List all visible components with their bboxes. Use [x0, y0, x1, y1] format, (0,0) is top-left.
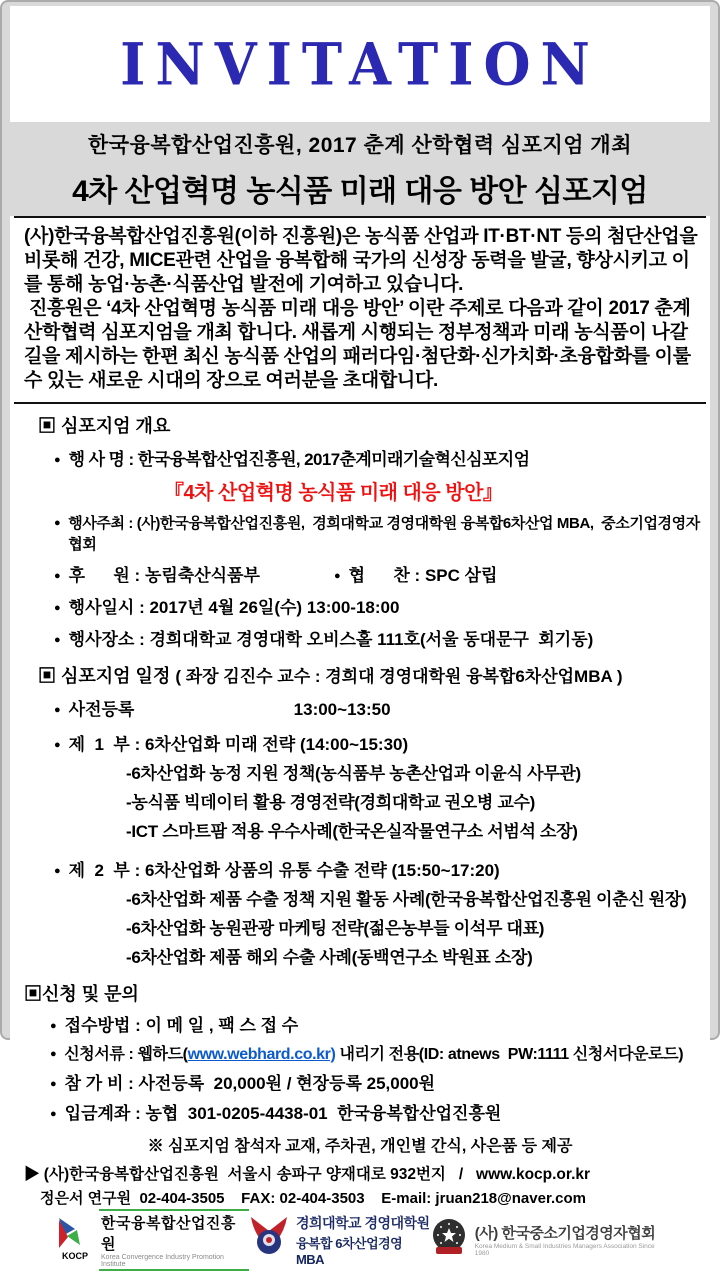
khu-logo	[249, 1213, 430, 1267]
apply-docs-prefix: ● 신청서류 : 웹하드(	[64, 1045, 188, 1063]
apply-docs-suffix: 내리기 전용(ID: atnews PW:1111 신청서다운로드)	[335, 1045, 684, 1063]
apply-fee-row	[50, 1069, 706, 1094]
overview-heading: ▣ 심포지엄 개요	[38, 415, 171, 436]
apply-method: ● 접수방법 : 이 메 일 , 팩 스 접 수	[64, 1015, 299, 1035]
session1-item: -농식품 빅데이터 활용 경영전략(경희대학교 권오병 교수)	[126, 792, 536, 812]
symposium-title: 4차 산업혁명 농식품 미래 대응 방안 심포지엄	[72, 174, 648, 208]
banner	[10, 6, 710, 122]
session2-item: -6차산업화 제품 해외 수출 사례(동백연구소 박원표 소장)	[126, 947, 533, 967]
khu-name-line1: 경희대학교 경영대학원	[295, 1214, 430, 1231]
kocp-logo-icon	[58, 1218, 92, 1261]
smb-logo-text	[475, 1222, 666, 1257]
khu-name-line2: 융복합 6차산업경영 MBA	[295, 1235, 403, 1267]
event-name: ● 행 사 명 : 한국융복합산업진흥원, 2017춘계미래기술혁신심포지엄	[68, 449, 530, 469]
event-name-highlight: 『4차 산업혁명 농식품 미래 대응 방안』	[164, 481, 503, 504]
session1-title-row	[54, 730, 706, 755]
webhard-link[interactable]: www.webhard.co.kr)	[187, 1045, 336, 1063]
apply-heading-row	[24, 980, 706, 1006]
apply-account: ● 입금계좌 : 농협 301-0205-4438-01 한국융복합산업진흥원	[64, 1103, 502, 1123]
logos-row	[58, 1214, 666, 1268]
khu-logo-text	[296, 1213, 430, 1267]
apply-heading: ▣신청 및 문의	[24, 983, 139, 1004]
prereg-row	[54, 695, 706, 720]
apply-account-row	[50, 1099, 706, 1124]
event-name-row	[54, 445, 706, 470]
intro-paragraph-1: (사)한국융복합산업진흥원(이하 진흥원)은 농식품 산업과 IT·BT·NT 등의 첨단산업을 비롯해 건강, MICE관련 산업을 융복합해 국가의 신성장 동력을 발굴, 향상시키고 이를 통해 농업·농촌·식품산업 발전에 기여하고 있습니다.	[24, 226, 703, 295]
schedule-heading-row	[38, 662, 706, 688]
intro-paragraph-2: 진흥원은 ‘4차 산업혁명 농식품 미래 대응 방안’ 이란 주제로 다음과 같이 2017 춘계 산학협력 심포지엄을 개최 합니다. 새롭게 시행되는 정부정책과 미래 농식품이 나갈 길을 제시하는 한편 최신 농식품 산업의 패러다임·첨단화·신가치화·초융합화를 이룰 수 있는 새로운 시대의 장으로 여러분을 초대합니다.	[24, 297, 696, 391]
schedule-chair: ( 좌장 김진수 교수 : 경희대 경영대학원 융복합6차산업MBA )	[175, 666, 623, 686]
kocp-logo-text	[99, 1209, 249, 1271]
event-sponsor: ● 후 원 : 농림축산식품부	[54, 561, 334, 586]
title-band	[2, 122, 718, 216]
session2-title: ● 제 2 부 : 6차산업화 상품의 유통 수출 전략 (15:50~17:20)	[68, 860, 500, 880]
session1-item: -6차산업화 농정 지원 정책(농식품부 농촌산업과 이윤식 사무관)	[126, 763, 581, 783]
kocp-name-en: Korea Convergence Industry Promotion Institute	[101, 1253, 224, 1268]
kocp-name-kr: 한국융복합산업진흥원	[101, 1214, 236, 1253]
session2-item: -6차산업화 농원관광 마케팅 전략(젊은농부들 이석무 대표)	[126, 918, 545, 938]
kocp-mark-text: KOCP	[61, 1251, 88, 1262]
prereg-label: ● 사전등록	[68, 699, 135, 719]
symposium-subtitle: 한국융복합산업진흥원, 2017 춘계 산학협력 심포지엄 개최	[87, 133, 632, 157]
footer-contact: 정은서 연구원 02-404-3505 FAX: 02-404-3503 E-mail: jruan218@naver.com	[40, 1189, 586, 1207]
event-datetime: ● 행사일시 : 2017년 4월 26일(수) 13:00-18:00	[68, 597, 400, 617]
apply-method-row	[50, 1011, 706, 1036]
session2-title-row	[54, 856, 706, 881]
smb-name-en: Korea Medium & Small Industries Managers Association Since 1980	[474, 1243, 655, 1258]
venue-row	[54, 625, 706, 650]
star-club-icon	[430, 1217, 468, 1262]
event-host: ● 행사주최 : (사)한국융복합산업진흥원, 경희대학교 경영대학원 융복합6차산업 MBA, 중소기업경영자협회	[68, 514, 700, 553]
smb-name-kr: (사) 한국중소기업경영자협회	[474, 1225, 656, 1243]
sponsor-row	[54, 561, 706, 586]
khu-crest-icon	[249, 1216, 289, 1263]
content-area	[10, 216, 710, 1270]
prereg-time: 13:00~13:50	[293, 699, 391, 719]
session1-item: -ICT 스마트팜 적용 우수사례(한국온실작물연구소 서범석 소장)	[126, 821, 578, 841]
benefits-note: ※ 심포지엄 참석자 교재, 주차권, 개인별 간식, 사은품 등 제공	[147, 1137, 573, 1155]
kocp-logo	[58, 1209, 249, 1271]
session2-item: -6차산업화 제품 수출 정책 지원 활동 사례(한국융복합산업진흥원 이춘신 원장)	[126, 889, 687, 909]
event-support: ● 협 찬 : SPC 삼립	[334, 561, 497, 586]
host-row	[54, 512, 706, 554]
apply-docs-row	[50, 1041, 706, 1064]
schedule-heading: ▣ 심포지엄 일정	[38, 665, 171, 686]
apply-fee: ● 참 가 비 : 사전등록 20,000원 / 현장등록 25,000원	[64, 1073, 436, 1093]
event-venue: ● 행사장소 : 경희대학교 경영대학 오비스홀 111호(서울 동대문구 회기동)	[68, 629, 594, 649]
session1-title: ● 제 1 부 : 6차산업화 미래 전략 (14:00~15:30)	[68, 734, 409, 754]
banner-title: INVITATION	[120, 29, 600, 99]
footer-address: ▶ (사)한국융복합산업진흥원 서울시 송파구 양재대로 932번지 / www.kocp.or.kr	[24, 1165, 591, 1183]
intro-box	[14, 216, 706, 404]
smb-association-logo	[430, 1217, 666, 1262]
datetime-row	[54, 593, 706, 618]
